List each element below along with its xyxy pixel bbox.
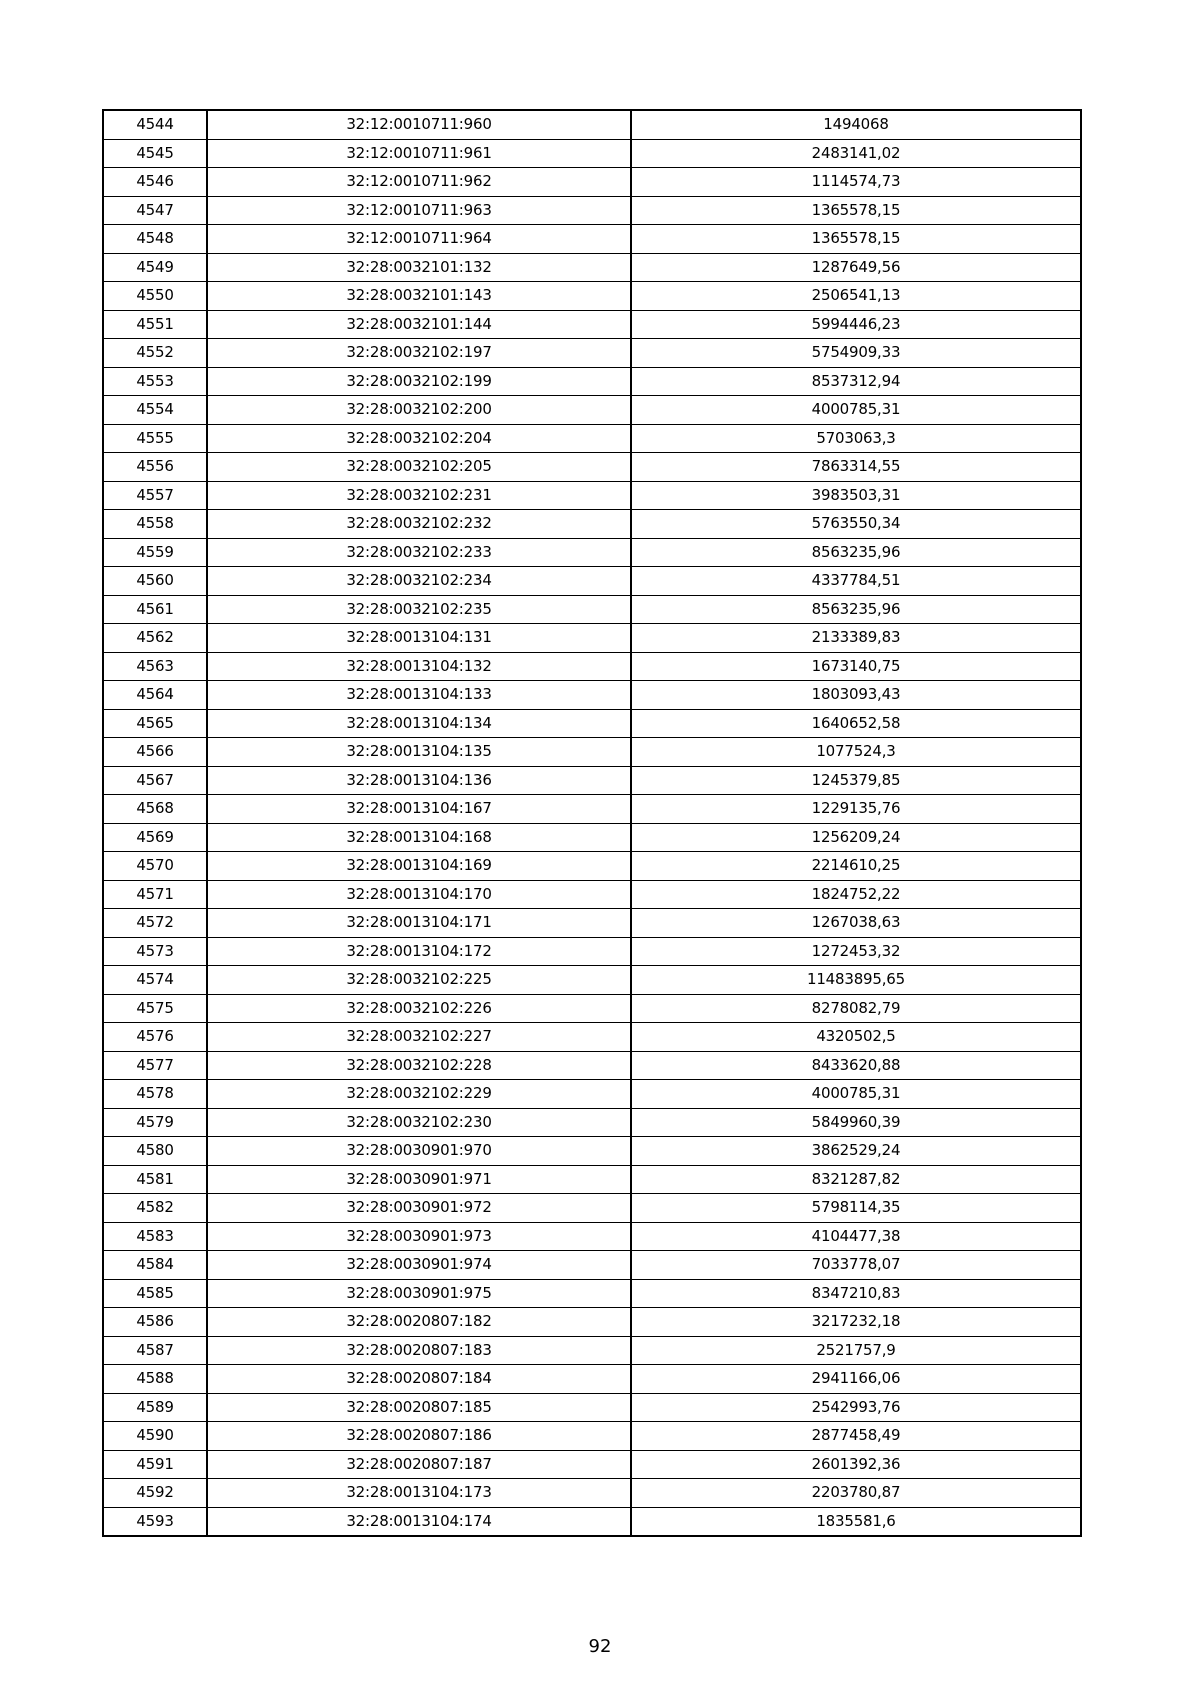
table-row (103, 139, 1081, 168)
cadastral-value-cell: 1365578,15 (631, 225, 1081, 254)
cadastral-value-table (102, 109, 1082, 1537)
table-row (103, 624, 1081, 653)
cadastral-number-cell: 32:12:0010711:963 (207, 196, 631, 225)
row-number-cell: 4589 (103, 1393, 207, 1422)
row-number-cell: 4549 (103, 253, 207, 282)
row-number-cell: 4569 (103, 823, 207, 852)
cadastral-number-cell: 32:28:0030901:975 (207, 1279, 631, 1308)
cadastral-value-cell: 2521757,9 (631, 1336, 1081, 1365)
table-row (103, 595, 1081, 624)
table-row (103, 994, 1081, 1023)
cadastral-number-cell: 32:28:0032102:205 (207, 453, 631, 482)
cadastral-value-cell: 2506541,13 (631, 282, 1081, 311)
cadastral-number-cell: 32:28:0020807:185 (207, 1393, 631, 1422)
row-number-cell: 4553 (103, 367, 207, 396)
cadastral-value-cell: 2877458,49 (631, 1422, 1081, 1451)
table-row (103, 1336, 1081, 1365)
row-number-cell: 4561 (103, 595, 207, 624)
cadastral-value-cell: 4104477,38 (631, 1222, 1081, 1251)
cadastral-number-cell: 32:28:0030901:970 (207, 1137, 631, 1166)
table-row (103, 1279, 1081, 1308)
table-row (103, 709, 1081, 738)
table-row (103, 909, 1081, 938)
cadastral-value-cell: 1272453,32 (631, 937, 1081, 966)
table-row (103, 567, 1081, 596)
cadastral-number-cell: 32:28:0032102:204 (207, 424, 631, 453)
cadastral-value-cell: 3217232,18 (631, 1308, 1081, 1337)
cadastral-value-cell: 1673140,75 (631, 652, 1081, 681)
table-row (103, 253, 1081, 282)
cadastral-value-cell: 8278082,79 (631, 994, 1081, 1023)
cadastral-number-cell: 32:28:0013104:169 (207, 852, 631, 881)
cadastral-value-cell: 1494068 (631, 110, 1081, 139)
cadastral-value-cell: 7863314,55 (631, 453, 1081, 482)
cadastral-number-cell: 32:12:0010711:962 (207, 168, 631, 197)
row-number-cell: 4546 (103, 168, 207, 197)
table-row (103, 1137, 1081, 1166)
row-number-cell: 4562 (103, 624, 207, 653)
table-row (103, 966, 1081, 995)
cadastral-value-cell: 1287649,56 (631, 253, 1081, 282)
cadastral-number-cell: 32:28:0013104:170 (207, 880, 631, 909)
cadastral-value-cell: 1803093,43 (631, 681, 1081, 710)
cadastral-value-cell: 1640652,58 (631, 709, 1081, 738)
cadastral-number-cell: 32:12:0010711:964 (207, 225, 631, 254)
cadastral-number-cell: 32:28:0032102:229 (207, 1080, 631, 1109)
cadastral-value-cell: 1114574,73 (631, 168, 1081, 197)
cadastral-value-cell: 2601392,36 (631, 1450, 1081, 1479)
table-row (103, 1393, 1081, 1422)
row-number-cell: 4555 (103, 424, 207, 453)
table-row (103, 225, 1081, 254)
table-row (103, 1479, 1081, 1508)
cadastral-value-cell: 1835581,6 (631, 1507, 1081, 1536)
table-body (103, 110, 1081, 1536)
row-number-cell: 4586 (103, 1308, 207, 1337)
cadastral-number-cell: 32:28:0032102:228 (207, 1051, 631, 1080)
table-row (103, 738, 1081, 767)
cadastral-value-cell: 2133389,83 (631, 624, 1081, 653)
cadastral-value-cell: 1245379,85 (631, 766, 1081, 795)
row-number-cell: 4581 (103, 1165, 207, 1194)
table-row (103, 1051, 1081, 1080)
table-row (103, 396, 1081, 425)
cadastral-number-cell: 32:28:0020807:187 (207, 1450, 631, 1479)
row-number-cell: 4590 (103, 1422, 207, 1451)
cadastral-value-cell: 5763550,34 (631, 510, 1081, 539)
row-number-cell: 4574 (103, 966, 207, 995)
table-row (103, 937, 1081, 966)
cadastral-number-cell: 32:28:0032101:143 (207, 282, 631, 311)
row-number-cell: 4584 (103, 1251, 207, 1280)
cadastral-value-cell: 2483141,02 (631, 139, 1081, 168)
cadastral-number-cell: 32:28:0032101:144 (207, 310, 631, 339)
cadastral-number-cell: 32:28:0020807:182 (207, 1308, 631, 1337)
table-row (103, 1507, 1081, 1536)
row-number-cell: 4563 (103, 652, 207, 681)
row-number-cell: 4564 (103, 681, 207, 710)
cadastral-number-cell: 32:28:0032102:232 (207, 510, 631, 539)
cadastral-value-cell: 8563235,96 (631, 538, 1081, 567)
cadastral-number-cell: 32:28:0032102:199 (207, 367, 631, 396)
cadastral-value-cell: 5849960,39 (631, 1108, 1081, 1137)
cadastral-number-cell: 32:28:0013104:134 (207, 709, 631, 738)
cadastral-value-cell: 5754909,33 (631, 339, 1081, 368)
cadastral-number-cell: 32:28:0030901:971 (207, 1165, 631, 1194)
cadastral-number-cell: 32:28:0020807:186 (207, 1422, 631, 1451)
row-number-cell: 4591 (103, 1450, 207, 1479)
row-number-cell: 4566 (103, 738, 207, 767)
row-number-cell: 4583 (103, 1222, 207, 1251)
cadastral-number-cell: 32:28:0013104:133 (207, 681, 631, 710)
table-row (103, 453, 1081, 482)
cadastral-number-cell: 32:28:0032102:197 (207, 339, 631, 368)
cadastral-number-cell: 32:28:0030901:974 (207, 1251, 631, 1280)
cadastral-value-cell: 1229135,76 (631, 795, 1081, 824)
table-row (103, 1222, 1081, 1251)
table-row (103, 481, 1081, 510)
row-number-cell: 4559 (103, 538, 207, 567)
cadastral-number-cell: 32:28:0030901:973 (207, 1222, 631, 1251)
table-row (103, 766, 1081, 795)
table-row (103, 1194, 1081, 1223)
cadastral-value-cell: 11483895,65 (631, 966, 1081, 995)
row-number-cell: 4552 (103, 339, 207, 368)
cadastral-number-cell: 32:28:0032101:132 (207, 253, 631, 282)
row-number-cell: 4565 (103, 709, 207, 738)
row-number-cell: 4548 (103, 225, 207, 254)
row-number-cell: 4579 (103, 1108, 207, 1137)
table-row (103, 1308, 1081, 1337)
cadastral-value-cell: 2214610,25 (631, 852, 1081, 881)
row-number-cell: 4576 (103, 1023, 207, 1052)
row-number-cell: 4577 (103, 1051, 207, 1080)
cadastral-number-cell: 32:28:0032102:234 (207, 567, 631, 596)
row-number-cell: 4558 (103, 510, 207, 539)
row-number-cell: 4571 (103, 880, 207, 909)
cadastral-number-cell: 32:28:0013104:131 (207, 624, 631, 653)
table-row (103, 1422, 1081, 1451)
table-row (103, 681, 1081, 710)
cadastral-number-cell: 32:28:0013104:135 (207, 738, 631, 767)
cadastral-value-cell: 1077524,3 (631, 738, 1081, 767)
cadastral-value-cell: 1365578,15 (631, 196, 1081, 225)
cadastral-number-cell: 32:28:0013104:167 (207, 795, 631, 824)
table-row (103, 196, 1081, 225)
table-row (103, 1023, 1081, 1052)
cadastral-value-cell: 2941166,06 (631, 1365, 1081, 1394)
table-row (103, 652, 1081, 681)
cadastral-number-cell: 32:28:0032102:227 (207, 1023, 631, 1052)
table-row (103, 367, 1081, 396)
cadastral-number-cell: 32:12:0010711:961 (207, 139, 631, 168)
row-number-cell: 4567 (103, 766, 207, 795)
table-row (103, 110, 1081, 139)
cadastral-value-cell: 5994446,23 (631, 310, 1081, 339)
cadastral-value-cell: 1256209,24 (631, 823, 1081, 852)
row-number-cell: 4587 (103, 1336, 207, 1365)
cadastral-number-cell: 32:28:0020807:184 (207, 1365, 631, 1394)
cadastral-value-cell: 4000785,31 (631, 1080, 1081, 1109)
row-number-cell: 4554 (103, 396, 207, 425)
cadastral-number-cell: 32:28:0032102:226 (207, 994, 631, 1023)
row-number-cell: 4570 (103, 852, 207, 881)
table-row (103, 510, 1081, 539)
cadastral-number-cell: 32:28:0013104:132 (207, 652, 631, 681)
row-number-cell: 4544 (103, 110, 207, 139)
row-number-cell: 4578 (103, 1080, 207, 1109)
cadastral-value-cell: 4320502,5 (631, 1023, 1081, 1052)
cadastral-value-cell: 2203780,87 (631, 1479, 1081, 1508)
table-row (103, 1165, 1081, 1194)
cadastral-number-cell: 32:28:0032102:200 (207, 396, 631, 425)
row-number-cell: 4557 (103, 481, 207, 510)
table-row (103, 1080, 1081, 1109)
cadastral-value-cell: 3983503,31 (631, 481, 1081, 510)
row-number-cell: 4582 (103, 1194, 207, 1223)
row-number-cell: 4550 (103, 282, 207, 311)
cadastral-value-cell: 8563235,96 (631, 595, 1081, 624)
cadastral-value-cell: 8433620,88 (631, 1051, 1081, 1080)
table-row (103, 310, 1081, 339)
row-number-cell: 4593 (103, 1507, 207, 1536)
cadastral-value-cell: 1267038,63 (631, 909, 1081, 938)
table-row (103, 1450, 1081, 1479)
cadastral-value-cell: 8537312,94 (631, 367, 1081, 396)
cadastral-number-cell: 32:28:0030901:972 (207, 1194, 631, 1223)
cadastral-number-cell: 32:28:0013104:136 (207, 766, 631, 795)
cadastral-number-cell: 32:12:0010711:960 (207, 110, 631, 139)
table-row (103, 168, 1081, 197)
cadastral-number-cell: 32:28:0032102:231 (207, 481, 631, 510)
row-number-cell: 4547 (103, 196, 207, 225)
cadastral-value-cell: 4000785,31 (631, 396, 1081, 425)
cadastral-number-cell: 32:28:0032102:230 (207, 1108, 631, 1137)
row-number-cell: 4585 (103, 1279, 207, 1308)
table-row (103, 424, 1081, 453)
table-row (103, 852, 1081, 881)
table-row (103, 538, 1081, 567)
row-number-cell: 4545 (103, 139, 207, 168)
cadastral-number-cell: 32:28:0020807:183 (207, 1336, 631, 1365)
cadastral-number-cell: 32:28:0013104:168 (207, 823, 631, 852)
row-number-cell: 4551 (103, 310, 207, 339)
cadastral-value-cell: 2542993,76 (631, 1393, 1081, 1422)
row-number-cell: 4568 (103, 795, 207, 824)
row-number-cell: 4592 (103, 1479, 207, 1508)
table-row (103, 1251, 1081, 1280)
cadastral-value-cell: 3862529,24 (631, 1137, 1081, 1166)
table-row (103, 1108, 1081, 1137)
cadastral-value-cell: 4337784,51 (631, 567, 1081, 596)
row-number-cell: 4556 (103, 453, 207, 482)
table-row (103, 880, 1081, 909)
cadastral-value-cell: 5798114,35 (631, 1194, 1081, 1223)
cadastral-value-cell: 1824752,22 (631, 880, 1081, 909)
table-row (103, 823, 1081, 852)
cadastral-number-cell: 32:28:0032102:225 (207, 966, 631, 995)
page-number: 92 (588, 1636, 612, 1657)
row-number-cell: 4572 (103, 909, 207, 938)
cadastral-number-cell: 32:28:0032102:235 (207, 595, 631, 624)
row-number-cell: 4580 (103, 1137, 207, 1166)
row-number-cell: 4560 (103, 567, 207, 596)
cadastral-value-cell: 5703063,3 (631, 424, 1081, 453)
table-row (103, 1365, 1081, 1394)
cadastral-number-cell: 32:28:0032102:233 (207, 538, 631, 567)
table-row (103, 795, 1081, 824)
cadastral-value-cell: 8347210,83 (631, 1279, 1081, 1308)
row-number-cell: 4588 (103, 1365, 207, 1394)
table-row (103, 282, 1081, 311)
cadastral-value-cell: 8321287,82 (631, 1165, 1081, 1194)
cadastral-number-cell: 32:28:0013104:171 (207, 909, 631, 938)
cadastral-number-cell: 32:28:0013104:174 (207, 1507, 631, 1536)
cadastral-number-cell: 32:28:0013104:172 (207, 937, 631, 966)
row-number-cell: 4575 (103, 994, 207, 1023)
cadastral-number-cell: 32:28:0013104:173 (207, 1479, 631, 1508)
row-number-cell: 4573 (103, 937, 207, 966)
table-row (103, 339, 1081, 368)
cadastral-value-cell: 7033778,07 (631, 1251, 1081, 1280)
